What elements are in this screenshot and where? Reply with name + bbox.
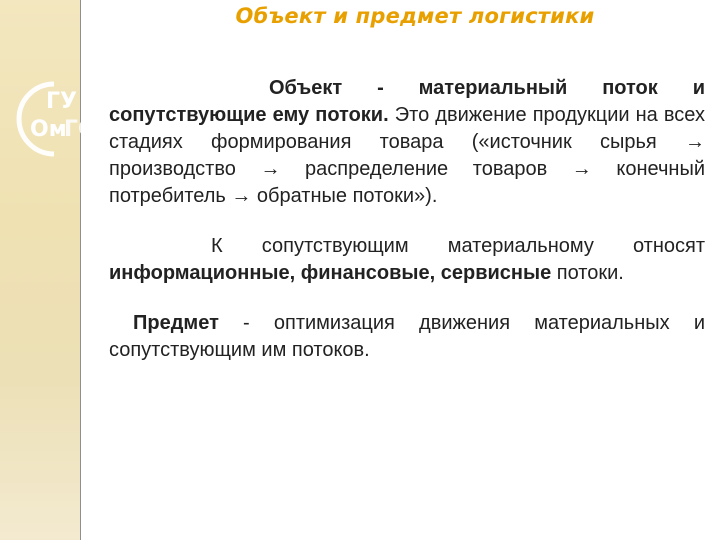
paragraph-object <box>109 75 705 210</box>
related-flows-types: информационные, финансовые, сервисные <box>109 262 552 284</box>
university-logo <box>18 80 95 160</box>
side-band <box>0 0 95 540</box>
paragraph-related-flows <box>109 233 705 287</box>
paragraph-subject <box>109 310 705 364</box>
related-flows-intro: К сопутствующим материальному относят <box>211 235 705 257</box>
subject-term: Предмет <box>133 312 219 334</box>
logo-right-text: ГС <box>64 117 95 142</box>
slide-title: Объект и предмет логистики <box>235 4 595 28</box>
object-description: Это движение продукции на всех стадиях формирования товара («источник сырья → производство → распределение товаров → конечный потребитель → обратные потоки»). <box>109 104 705 207</box>
object-definition-bold: Объект - материальный поток и сопутствующие ему потоки. <box>109 77 705 126</box>
logo-top-text: ГУ <box>46 89 77 114</box>
logo-left-text: Ом <box>30 117 67 142</box>
related-flows-end: потоки. <box>551 262 624 284</box>
subject-definition: - оптимизация движения материальных и сопутствующим им потоков. <box>109 312 705 361</box>
logo-emblem-icon <box>18 80 95 160</box>
slide-body <box>109 75 705 364</box>
